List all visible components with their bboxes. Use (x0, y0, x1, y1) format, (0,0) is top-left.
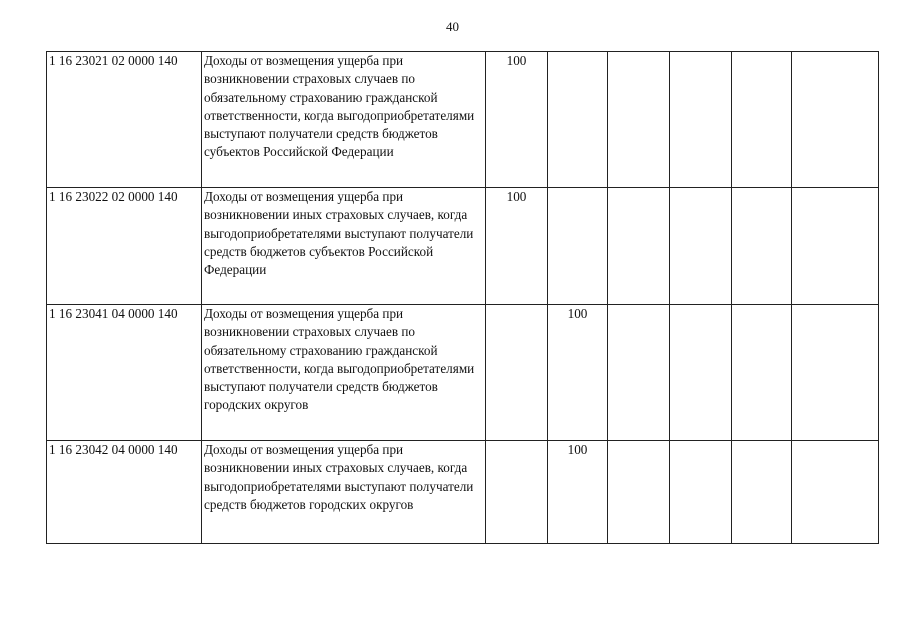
table-row (47, 305, 879, 441)
revenue-name-cell: Доходы от возмещения ущерба при возникновении страховых случаев по обязательному страхованию гражданской ответственности, когда выгодоприобретателями выступают получатели средств бюджетов субъектов Российской Федерации (202, 52, 486, 188)
value-cell (608, 305, 670, 441)
table-row (47, 52, 879, 188)
value-cell (732, 305, 792, 441)
value-cell (608, 441, 670, 544)
value-cell (792, 52, 879, 188)
value-cell: 100 (548, 305, 608, 441)
value-cell (608, 52, 670, 188)
value-cell (732, 188, 792, 305)
value-cell (670, 52, 732, 188)
revenue-name-cell: Доходы от возмещения ущерба при возникновении иных страховых случаев, когда выгодоприобретателями выступают получатели средств бюджетов городских округов (202, 441, 486, 544)
value-cell (548, 52, 608, 188)
value-cell (608, 188, 670, 305)
value-cell (732, 441, 792, 544)
value-cell (548, 188, 608, 305)
budget-code-cell: 1 16 23042 04 0000 140 (47, 441, 202, 544)
value-cell (486, 305, 548, 441)
revenue-name-cell: Доходы от возмещения ущерба при возникновении иных страховых случаев, когда выгодоприобретателями выступают получатели средств бюджетов субъектов Российской Федерации (202, 188, 486, 305)
value-cell (670, 188, 732, 305)
page-number: 40 (446, 19, 459, 34)
value-cell: 100 (486, 188, 548, 305)
budget-code-cell: 1 16 23022 02 0000 140 (47, 188, 202, 305)
budget-code-cell: 1 16 23041 04 0000 140 (47, 305, 202, 441)
value-cell (670, 441, 732, 544)
table-row (47, 441, 879, 544)
value-cell (670, 305, 732, 441)
budget-code-cell: 1 16 23021 02 0000 140 (47, 52, 202, 188)
table-row (47, 188, 879, 305)
value-cell (792, 305, 879, 441)
value-cell: 100 (486, 52, 548, 188)
value-cell (792, 441, 879, 544)
value-cell: 100 (548, 441, 608, 544)
revenue-name-cell: Доходы от возмещения ущерба при возникновении страховых случаев по обязательному страхованию гражданской ответственности, когда выгодоприобретателями выступают получатели средств бюджетов городских округов (202, 305, 486, 441)
value-cell (732, 52, 792, 188)
revenue-distribution-table (46, 51, 879, 544)
value-cell (486, 441, 548, 544)
value-cell (792, 188, 879, 305)
